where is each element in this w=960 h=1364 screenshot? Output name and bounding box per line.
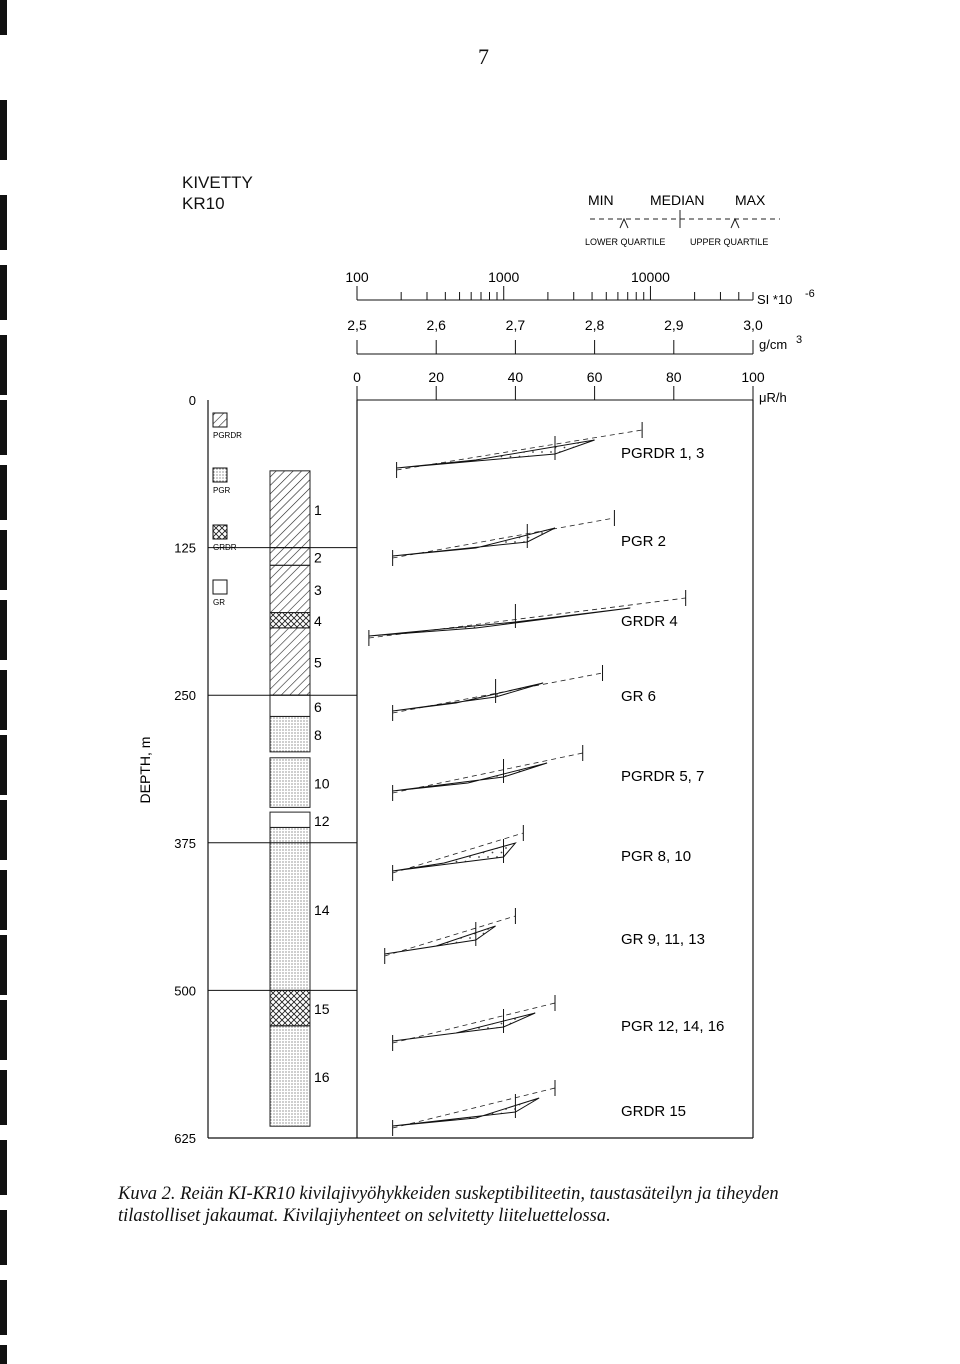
density-tick-label: 2,9	[664, 317, 684, 333]
lithology-unit	[270, 716, 310, 751]
distribution-row	[385, 908, 705, 964]
distribution-row-label: PGR 8, 10	[621, 848, 692, 865]
rock-legend-code: PGRDR	[213, 431, 242, 440]
density-tick-label: 2,5	[347, 317, 367, 333]
scales	[345, 269, 814, 405]
depth-axis	[137, 393, 357, 1146]
legend-key	[585, 192, 780, 247]
si-unit-exponent: -6	[805, 288, 815, 300]
depth-tick-label: 625	[174, 1131, 196, 1146]
density-unit-label: g/cm	[759, 337, 788, 352]
distribution-shape	[393, 763, 547, 791]
lithology-unit	[270, 548, 310, 566]
lithology-unit	[270, 695, 310, 716]
lithology-unit	[270, 613, 310, 628]
radiation-tick-label: 20	[428, 369, 444, 385]
density-tick-label: 2,7	[505, 317, 526, 333]
distribution-row-label: GRDR 4	[621, 613, 678, 630]
lithology-unit	[270, 758, 310, 808]
legend-median: MEDIAN	[650, 192, 705, 208]
rock-legend-code: GR	[213, 598, 225, 607]
distribution-row-label: GR 6	[621, 688, 657, 705]
distribution-row	[393, 995, 725, 1051]
lithology-unit	[270, 565, 310, 612]
distribution-shape	[393, 843, 516, 871]
distribution-rows	[369, 422, 725, 1136]
rock-legend-swatch	[213, 580, 227, 594]
lithology-unit	[270, 628, 310, 695]
distribution-row-label: GR 9, 11, 13	[621, 931, 705, 948]
page-number: 7	[478, 44, 489, 69]
lithology-unit-label: 10	[314, 775, 330, 792]
depth-tick-label: 375	[174, 835, 196, 851]
distribution-shape	[385, 926, 496, 954]
si-tick-label: 10000	[630, 269, 670, 285]
distribution-shape	[393, 1013, 536, 1041]
distribution-row	[393, 1080, 686, 1136]
rock-legend-code: GRDR	[213, 543, 237, 552]
lithology-column	[270, 471, 330, 1126]
radiation-unit-label: μR/h	[759, 390, 787, 405]
lithology-unit	[270, 471, 310, 548]
radiation-tick-label: 40	[507, 369, 524, 385]
depth-tick-label: 0	[188, 393, 196, 408]
lithology-unit-label: 3	[314, 581, 322, 598]
depth-tick-label: 125	[174, 540, 196, 556]
lithology-unit	[270, 827, 310, 990]
log-title-line1: KIVETTY	[182, 173, 253, 192]
si-unit-label: SI *10	[757, 292, 793, 307]
distribution-row-label: PGRDR 1, 3	[621, 445, 705, 462]
legend-upper-quartile: UPPER QUARTILE	[690, 237, 769, 247]
figure-caption	[118, 1183, 878, 1227]
log-title-line2: KR10	[182, 194, 225, 213]
distribution-shape	[393, 1098, 540, 1126]
lithology-unit-label: 4	[314, 613, 322, 630]
depth-tick-label: 500	[174, 983, 196, 999]
distribution-row	[393, 745, 705, 801]
lithology-unit	[270, 812, 310, 827]
distribution-row-label: PGR 12, 14, 16	[621, 1018, 725, 1035]
lithology-unit-label: 12	[314, 812, 330, 829]
lithology-unit-label: 16	[314, 1069, 330, 1086]
whisker-line	[393, 1003, 555, 1043]
lithology-unit-label: 15	[314, 1001, 330, 1018]
distribution-row	[369, 590, 686, 646]
density-tick-label: 3,0	[743, 317, 763, 333]
lithology-unit-label: 2	[314, 549, 322, 566]
radiation-tick-label: 80	[666, 369, 682, 385]
distribution-row	[393, 665, 656, 721]
rock-legend-swatch	[213, 468, 227, 482]
legend-max: MAX	[735, 192, 766, 208]
caption-line1: Kuva 2. Reiän KI-KR10 kivilajivyöhykkeiden suskeptibiliteetin, taustasäteilyn ja tiheyden	[118, 1184, 779, 1204]
distribution-row	[393, 510, 666, 566]
legend-lower-quartile: LOWER QUARTILE	[585, 237, 666, 247]
distribution-row-label: PGRDR 5, 7	[621, 768, 705, 785]
lithology-unit-label: 5	[314, 654, 322, 671]
rock-legend-swatch	[213, 413, 227, 427]
distribution-row	[397, 422, 705, 478]
whisker-line	[393, 1088, 555, 1128]
density-tick-label: 2,6	[426, 317, 446, 333]
lithology-unit-label: 14	[314, 901, 330, 918]
rock-legend-code: PGR	[213, 486, 231, 495]
caption-line2: tilastolliset jakaumat. Kivilajiyhenteet on selvitetty liiteluettelossa.	[118, 1206, 611, 1226]
distribution-shape	[393, 528, 555, 556]
rock-legend-swatch	[213, 525, 227, 539]
lithology-unit-label: 8	[314, 727, 322, 744]
si-tick-label: 1000	[488, 269, 520, 285]
radiation-tick-label: 0	[353, 369, 361, 385]
lithology-unit	[270, 1026, 310, 1126]
si-tick-label: 100	[345, 269, 369, 285]
rock-legend	[213, 413, 242, 607]
distribution-row	[393, 825, 691, 881]
radiation-tick-label: 60	[586, 369, 603, 385]
lithology-unit-label: 1	[314, 502, 322, 519]
whisker-line	[385, 916, 516, 956]
lithology-unit	[270, 990, 310, 1025]
legend-min: MIN	[588, 192, 614, 208]
density-tick-label: 2,8	[584, 317, 605, 333]
depth-tick-label: 250	[174, 688, 196, 704]
distribution-shape	[369, 608, 630, 636]
depth-axis-label: DEPTH, m	[137, 736, 153, 804]
distribution-shape	[393, 683, 543, 711]
lithology-unit-label: 6	[314, 698, 322, 715]
distribution-row-label: PGR 2	[621, 533, 667, 550]
density-unit-exponent: 3	[796, 334, 803, 346]
whisker-line	[393, 518, 615, 558]
radiation-tick-label: 100	[741, 369, 765, 385]
distribution-row-label: GRDR 15	[621, 1103, 687, 1120]
